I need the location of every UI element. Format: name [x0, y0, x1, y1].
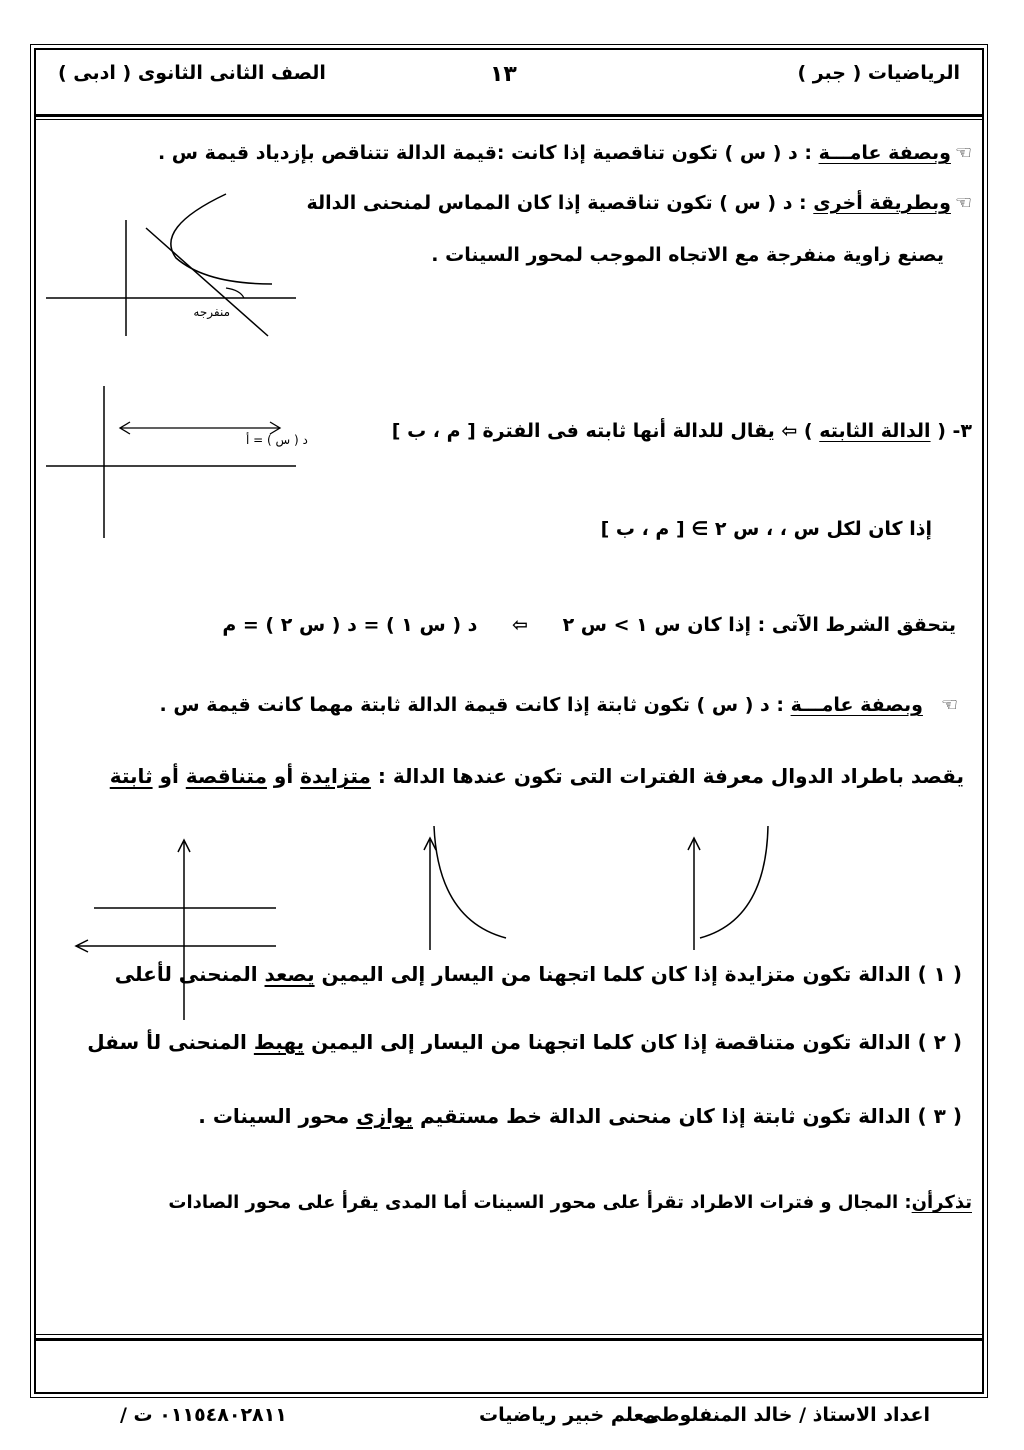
hand-pointer-icon: ☜ [954, 192, 972, 214]
decreasing-other-line [306, 192, 972, 214]
footer-title: معلم خبير رياضيات [479, 1404, 656, 1426]
tangent-line [146, 228, 268, 336]
word-constant: ثابتة [109, 764, 153, 788]
rule1-key: يصعد [264, 962, 315, 986]
or-word: أو [266, 764, 301, 788]
word-decreasing: متناقصة [185, 764, 267, 788]
hand-pointer-icon: ☜ [940, 694, 958, 716]
constant-condition: إذا كان لكل س ، ، س ٢ ∋ [ م ، ب ] [600, 518, 932, 540]
footer-author: اعداد الاستاذ / خالد المنفلوطى [642, 1404, 930, 1426]
constant-intro: ) ⇦ يقال للدالة أنها ثابته فى الفترة [ م ، ب ] [391, 420, 820, 442]
constant-intro-line: ٣- ( الدالة الثابته ) ⇦ يقال للدالة أنها ثابته فى الفترة [ م ، ب ] [391, 420, 972, 442]
header-rule-thin [36, 119, 984, 120]
constant-result: د ( س ١ ) = د ( س ٢ ) = م [222, 614, 478, 636]
decreasing-other-label: وبطريقة أخرى [813, 192, 951, 214]
subject-title: الرياضيات ( جبر ) [797, 62, 960, 84]
monotonic-figures [66, 820, 786, 950]
footer-rule [36, 1338, 984, 1341]
decreasing-general-line [158, 142, 972, 164]
rule-increasing [115, 962, 962, 986]
monotonic-intro-line [110, 764, 964, 788]
decreasing-curve [434, 826, 506, 938]
rule2-end: المنحنى لأ سفل [87, 1030, 254, 1054]
implies-arrow: ⇦ [512, 614, 528, 636]
reminder-text: : المجال و فترات الاطراد تقرأ على محور السينات أما المدى يقرأ على محور الصادات [168, 1192, 912, 1213]
constant-general-line [160, 694, 958, 716]
rule1-end: المنحنى لأعلى [114, 962, 265, 986]
rule3-text: ( ٣ ) الدالة تكون ثابتة إذا كان منحنى الدالة خط مستقيم [413, 1104, 962, 1128]
constant-general-text: : د ( س ) تكون ثابتة إذا كانت قيمة الدالة ثابتة مهما كانت قيمة س . [159, 694, 791, 716]
obtuse-tangent-figure [46, 188, 296, 338]
constant-check: يتحقق الشرط الآتى : إذا كان س ١ > س ٢ [562, 614, 956, 636]
constant-figure-label: د ( س ) = أ [246, 433, 308, 447]
decreasing-general-text: : د ( س ) تكون تناقصية إذا كانت :قيمة الدالة تتناقص بإزدياد قيمة س . [157, 142, 819, 164]
monotonic-intro: يقصد باطراد الدوال معرفة الفترات التى تكون عندها الدالة : [370, 764, 964, 788]
footer-phone: ٠١١٥٤٨٠٢٨١١ [159, 1404, 287, 1426]
footer-rule-thin [36, 1334, 984, 1335]
rule2-key: يهبط [253, 1030, 305, 1054]
decreasing-other-cont: يصنع زاوية منفرجة مع الاتجاه الموجب لمحور السينات . [431, 244, 944, 266]
obtuse-label: منفرجه [193, 305, 230, 319]
rule-decreasing [87, 1030, 962, 1054]
or-word: أو [152, 764, 186, 788]
header-rule [36, 114, 984, 117]
constant-check-line [222, 614, 956, 636]
angle-arc [226, 288, 244, 298]
footer-phone-label: ت / [120, 1404, 153, 1426]
rule3-end: محور السينات . [198, 1104, 357, 1128]
increasing-curve [700, 826, 768, 938]
word-increasing: متزايدة [300, 764, 371, 788]
constant-general-label: وبصفة عامـــة [790, 694, 923, 716]
reminder-label: تذكرأن [911, 1192, 972, 1213]
rule1-text: ( ١ ) الدالة تكون متزايدة إذا كان كلما اتجهنا من اليسار إلى اليمين [314, 962, 962, 986]
rule2-text: ( ٢ ) الدالة تكون متناقصة إذا كان كلما اتجهنا من اليسار إلى اليمين [304, 1030, 962, 1054]
decreasing-general-label: وبصفة عامـــة [818, 142, 951, 164]
hand-pointer-icon: ☜ [954, 142, 972, 164]
rule-constant [198, 1104, 962, 1128]
constant-function-figure [46, 386, 308, 540]
decreasing-other-text: : د ( س ) تكون تناقصية إذا كان المماس لمنحنى الدالة [306, 192, 814, 214]
rule3-key: يوازى [356, 1104, 414, 1128]
constant-number: ٣- [952, 420, 972, 442]
constant-title: الدالة الثابته [819, 420, 931, 442]
grade-title: الصف الثانى الثانوى ( ادبى ) [58, 62, 326, 84]
footer-phone-line [100, 1404, 287, 1426]
reminder-line [168, 1192, 972, 1213]
page-number: ١٣ [490, 62, 517, 87]
decreasing-curve [171, 194, 272, 284]
